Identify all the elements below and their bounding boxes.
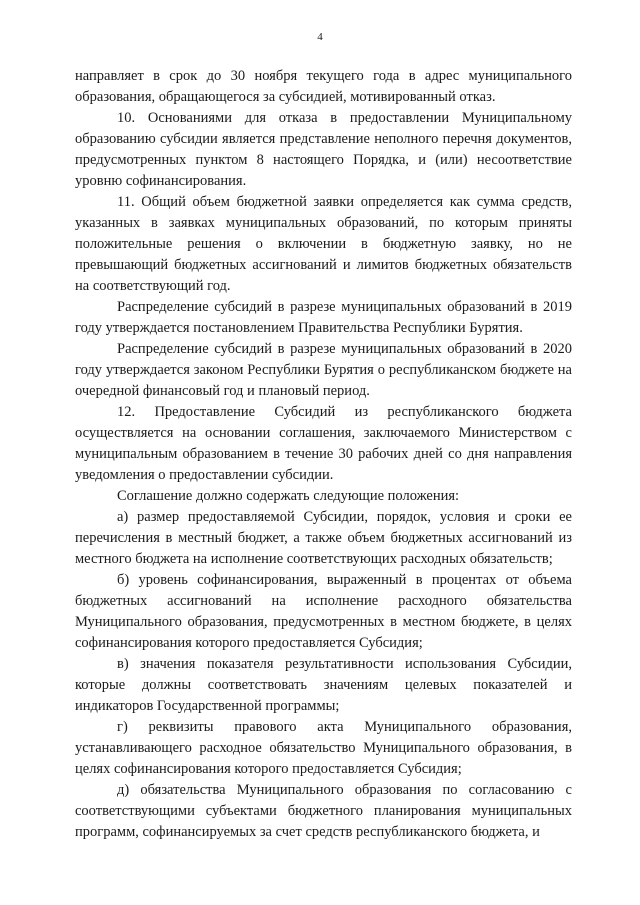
page-number: 4 xyxy=(317,31,323,43)
paragraph-agreement-intro: Соглашение должно содержать следующие положения: xyxy=(117,488,460,504)
list-item-g: г) реквизиты правового акта Муниципального образования, устанавливающего расходное обязательство Муниципального образования, в целях софинансирования которого предоставляется Субсидия; xyxy=(75,719,572,777)
list-item-v: в) значения показателя результативности использования Субсидии, которые должны соответствовать значениям целевых показателей и индикаторов Государственной программы; xyxy=(75,656,572,714)
list-item-a: а) размер предоставляемой Субсидии, порядок, условия и сроки ее перечисления в местный бюджет, а также объем бюджетных ассигнований из местного бюджета на исполнение соответствующих расходных обязательств; xyxy=(75,509,572,567)
paragraph-clause-10: 10. Основаниями для отказа в предоставлении Муниципальному образованию субсидии является представление неполного перечня документов, предусмотренных пунктом 8 настоящего Порядка, и (или) несоответствие уровню софинансирования. xyxy=(75,110,572,189)
paragraph-distribution-2019: Распределение субсидий в разрезе муниципальных образований в 2019 году утверждается постановлением Правительства Республики Бурятия. xyxy=(75,299,572,336)
paragraph-continuation: направляет в срок до 30 ноября текущего года в адрес муниципального образования, обращающегося за субсидией, мотивированный отказ. xyxy=(75,68,572,105)
paragraph-distribution-2020: Распределение субсидий в разрезе муниципальных образований в 2020 году утверждается законом Республики Бурятия о республиканском бюджете на очередной финансовый год и плановый период. xyxy=(75,341,572,399)
list-item-d: д) обязательства Муниципального образования по согласованию с соответствующими субъектами бюджетного планирования муниципальных программ, софинансируемых за счет средств республиканского бюджета, и xyxy=(75,782,572,840)
paragraph-clause-11: 11. Общий объем бюджетной заявки определяется как сумма средств, указанных в заявках муниципальных образований, по которым приняты положительные решения о включении в бюджетную заявку, но не превышающий бюджетных ассигнований и лимитов бюджетных обязательств на соответствующий год. xyxy=(75,194,572,294)
list-item-b: б) уровень софинансирования, выраженный в процентах от объема бюджетных ассигнований на исполнение расходного обязательства Муниципального образования, предусмотренных в местном бюджете, в целях софинансирования которого предоставляется Субсидия; xyxy=(75,572,572,651)
document-body xyxy=(75,66,572,843)
paragraph-clause-12: 12. Предоставление Субсидий из республиканского бюджета осуществляется на основании соглашения, заключаемого Министерством с муниципальным образованием в течение 30 рабочих дней со дня направления уведомления о предоставлении субсидии. xyxy=(75,404,572,483)
